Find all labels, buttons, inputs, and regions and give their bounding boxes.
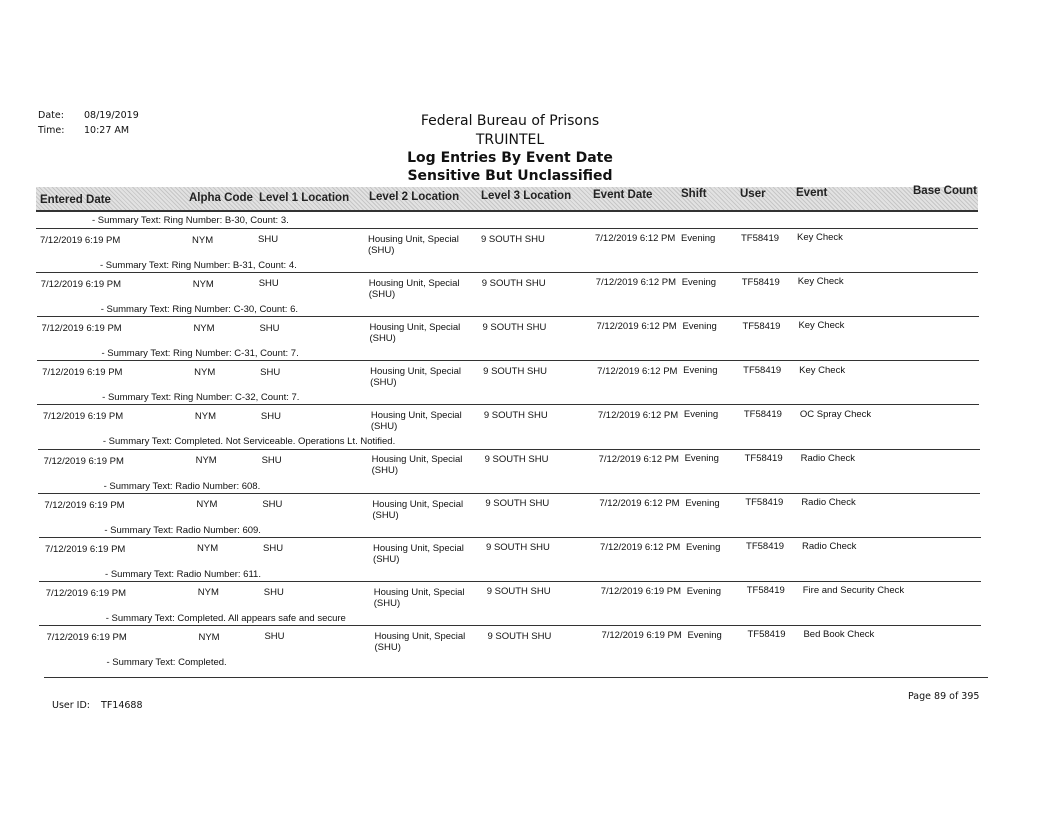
shift-cell: Evening — [686, 585, 722, 597]
table-header — [36, 187, 978, 212]
user-cell: TF58419 — [746, 585, 785, 597]
col-base-count: Base Count — [913, 185, 977, 197]
level3-location-cell: 9 SOUTH SHU — [483, 410, 548, 421]
level2-location-cell: Housing Unit, Special (SHU) — [371, 454, 463, 477]
event-date-cell: 7/12/2019 6:12 PM — [600, 541, 681, 553]
date-value: 08/19/2019 — [84, 110, 139, 121]
table-bottom-rule — [44, 677, 988, 678]
entered-date-cell: 7/12/2019 6:19 PM — [42, 411, 124, 423]
event-cell: Key Check — [797, 276, 844, 288]
summary-text: - Summary Text: Completed. Not Serviceable. Operations Lt. Notified. — [102, 436, 396, 448]
level1-location-cell: SHU — [264, 631, 285, 643]
event-cell: Radio Check — [802, 540, 857, 552]
alpha-code-cell: NYM — [198, 631, 220, 643]
summary-text: - Summary Text: Radio Number: 608. — [103, 480, 261, 492]
level1-location-cell: SHU — [260, 366, 281, 378]
event-cell: Key Check — [799, 364, 846, 376]
event-cell: Fire and Security Check — [802, 585, 905, 596]
user-cell: TF58419 — [746, 541, 785, 553]
summary-text: - Summary Text: Ring Number: C-32, Count: 7. — [102, 392, 300, 404]
user-id-value: TF14688 — [101, 700, 143, 711]
level1-location-cell: SHU — [263, 587, 284, 599]
row-divider — [39, 625, 981, 626]
alpha-code-cell: NYM — [197, 587, 219, 599]
alpha-code-cell: NYM — [194, 411, 216, 423]
event-cell: Bed Book Check — [803, 629, 875, 641]
shift-cell: Evening — [683, 409, 719, 421]
summary-text: - Summary Text: Completed. — [106, 656, 227, 668]
level3-location-cell: 9 SOUTH SHU — [485, 498, 550, 510]
level3-location-cell: 9 SOUTH SHU — [482, 321, 547, 333]
level2-location-cell: Housing Unit, Special (SHU) — [372, 498, 464, 521]
shift-cell: Evening — [681, 277, 717, 288]
alpha-code-cell: NYM — [196, 499, 218, 511]
entered-date-cell: 7/12/2019 6:19 PM — [44, 499, 125, 511]
user-cell: TF58419 — [741, 232, 780, 244]
level3-location-cell: 9 SOUTH SHU — [484, 454, 549, 466]
row-divider — [37, 404, 979, 405]
shift-cell: Evening — [685, 497, 720, 509]
row-divider — [37, 316, 979, 317]
col-level3-location: Level 3 Location — [481, 190, 572, 202]
level3-location-cell: 9 SOUTH SHU — [487, 630, 552, 642]
summary-text: - Summary Text: Radio Number: 609. — [104, 524, 261, 536]
summary-text: - Summary Text: Ring Number: C-30, Count: 6. — [100, 304, 299, 316]
report-time — [38, 125, 129, 136]
alpha-code-cell: NYM — [193, 322, 215, 334]
row-divider — [37, 360, 979, 361]
row-divider — [36, 228, 978, 229]
user-cell: TF58419 — [743, 364, 782, 376]
level3-location-cell: 9 SOUTH SHU — [486, 542, 550, 554]
event-date-cell: 7/12/2019 6:12 PM — [597, 365, 678, 377]
user-id-label: User ID: — [52, 700, 90, 711]
level3-location-cell: 9 SOUTH SHU — [486, 586, 551, 598]
entered-date-cell: 7/12/2019 6:19 PM — [42, 367, 123, 379]
col-shift: Shift — [681, 188, 707, 200]
level1-location-cell: SHU — [262, 498, 283, 510]
level2-location-cell: Housing Unit, Special (SHU) — [374, 630, 466, 653]
level3-location-cell: 9 SOUTH SHU — [481, 233, 545, 245]
level1-location-cell: SHU — [261, 454, 282, 466]
col-user: User — [740, 188, 766, 200]
level1-location-cell: SHU — [259, 322, 280, 334]
user-cell: TF58419 — [742, 320, 781, 332]
level2-location-cell: Housing Unit, Special (SHU) — [368, 278, 460, 301]
col-alpha-code: Alpha Code — [189, 192, 253, 204]
level2-location-cell: Housing Unit, Special (SHU) — [370, 410, 462, 433]
row-divider — [39, 537, 981, 538]
col-event-date: Event Date — [593, 189, 653, 201]
col-entered-date: Entered Date — [40, 194, 111, 206]
footer-user — [52, 700, 143, 711]
entered-date-cell: 7/12/2019 6:19 PM — [46, 631, 127, 643]
shift-cell: Evening — [683, 365, 718, 377]
summary-text: - Summary Text: Completed. All appears safe and secure — [105, 612, 346, 624]
event-date-cell: 7/12/2019 6:12 PM — [598, 453, 679, 465]
level1-location-cell: SHU — [260, 410, 281, 422]
entered-date-cell: 7/12/2019 6:19 PM — [43, 455, 124, 467]
entered-date-cell: 7/12/2019 6:19 PM — [41, 323, 122, 335]
time-label: Time: — [38, 125, 65, 136]
report-title: Log Entries By Event Date — [407, 150, 613, 166]
event-date-cell: 7/12/2019 6:12 PM — [597, 409, 679, 421]
shift-cell: Evening — [682, 321, 717, 333]
level1-location-cell: SHU — [258, 278, 279, 290]
level3-location-cell: 9 SOUTH SHU — [481, 277, 546, 289]
level3-location-cell: 9 SOUTH SHU — [483, 365, 548, 377]
alpha-code-cell: NYM — [192, 278, 214, 290]
event-cell: Radio Check — [801, 496, 856, 508]
summary-text: - Summary Text: Radio Number: 611. — [105, 568, 261, 580]
user-cell: TF58419 — [744, 453, 783, 465]
shift-cell: Evening — [686, 541, 721, 553]
level2-location-cell: Housing Unit, Special (SHU) — [373, 586, 465, 609]
shift-cell: Evening — [687, 629, 722, 641]
event-date-cell: 7/12/2019 6:19 PM — [601, 630, 682, 642]
event-cell: Key Check — [797, 232, 843, 244]
event-cell: Key Check — [798, 320, 845, 332]
event-date-cell: 7/12/2019 6:12 PM — [595, 233, 676, 245]
entered-date-cell: 7/12/2019 6:19 PM — [40, 235, 121, 246]
row-divider — [38, 449, 980, 450]
row-divider — [38, 493, 980, 494]
date-label: Date: — [38, 110, 64, 121]
level2-location-cell: Housing Unit, Special (SHU) — [373, 542, 464, 565]
shift-cell: Evening — [684, 453, 719, 465]
user-cell: TF58419 — [741, 276, 780, 288]
level2-location-cell: Housing Unit, Special (SHU) — [368, 233, 459, 256]
entered-date-cell: 7/12/2019 6:19 PM — [40, 279, 122, 291]
col-event: Event — [796, 187, 828, 199]
event-date-cell: 7/12/2019 6:19 PM — [600, 586, 682, 598]
page-number: Page 89 of 395 — [908, 691, 980, 702]
level2-location-cell: Housing Unit, Special (SHU) — [369, 322, 461, 345]
col-level1-location: Level 1 Location — [259, 192, 350, 204]
level2-location-cell: Housing Unit, Special (SHU) — [370, 366, 461, 389]
level1-location-cell: SHU — [258, 234, 279, 246]
summary-text: - Summary Text: Ring Number: B-31, Count: 4. — [100, 260, 297, 271]
event-cell: Radio Check — [800, 452, 855, 464]
col-level2-location: Level 2 Location — [369, 191, 460, 203]
classification-title: Sensitive But Unclassified — [407, 168, 613, 184]
alpha-code-cell: NYM — [195, 455, 217, 467]
summary-text: - Summary Text: Ring Number: C-31, Count: 7. — [101, 348, 299, 360]
event-date-cell: 7/12/2019 6:12 PM — [599, 497, 680, 509]
user-cell: TF58419 — [745, 497, 784, 509]
row-divider — [39, 581, 981, 582]
time-value: 10:27 AM — [84, 125, 130, 136]
alpha-code-cell: NYM — [197, 543, 219, 555]
event-cell: OC Spray Check — [799, 408, 872, 420]
user-cell: TF58419 — [747, 629, 786, 641]
summary-text: - Summary Text: Ring Number: B-30, Count: 3. — [92, 215, 289, 226]
event-date-cell: 7/12/2019 6:12 PM — [595, 277, 677, 289]
shift-cell: Evening — [681, 232, 716, 244]
alpha-code-cell: NYM — [192, 234, 214, 246]
event-date-cell: 7/12/2019 6:12 PM — [596, 321, 677, 333]
report-date — [38, 110, 139, 121]
entered-date-cell: 7/12/2019 6:19 PM — [45, 587, 127, 599]
user-cell: TF58419 — [743, 408, 782, 420]
agency-title: Federal Bureau of Prisons — [420, 113, 600, 129]
row-divider — [36, 272, 978, 273]
alpha-code-cell: NYM — [194, 366, 216, 378]
entered-date-cell: 7/12/2019 6:19 PM — [45, 543, 126, 555]
system-title: TRUINTEL — [475, 132, 545, 148]
level1-location-cell: SHU — [263, 543, 284, 554]
